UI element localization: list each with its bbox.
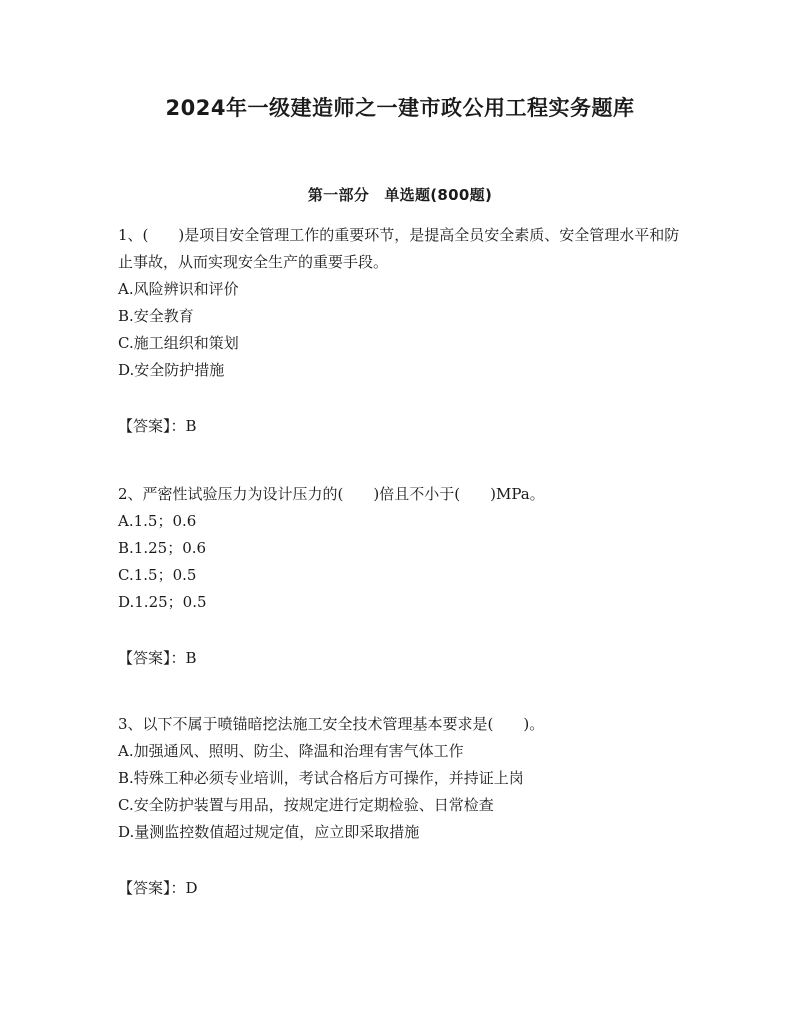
option-list: [118, 738, 688, 846]
document-title: 2024年一级建造师之一建市政公用工程实务题库: [165, 96, 635, 120]
question-1: [118, 222, 688, 384]
question-stem: 2、严密性试验压力为设计压力的( )倍且不小于( )MPa。: [118, 485, 545, 503]
option-c: C.安全防护装置与用品，按规定进行定期检验、日常检查: [118, 796, 494, 814]
option-b: B.安全教育: [118, 307, 194, 325]
question-stem: 1、( )是项目安全管理工作的重要环节，是提高全员安全素质、安全管理水平和防止事故，从而实现安全生产的重要手段。: [118, 226, 680, 271]
answer-2: 【答案】：B: [118, 649, 197, 667]
option-a: A.风险辨识和评价: [118, 280, 239, 298]
option-b: B.特殊工种必须专业培训，考试合格后方可操作，并持证上岗: [118, 769, 524, 787]
question-2: [118, 481, 688, 616]
option-d: D.量测监控数值超过规定值，应立即采取措施: [118, 823, 420, 841]
option-a: A.加强通风、照明、防尘、降温和治理有害气体工作: [118, 742, 464, 760]
answer-3: 【答案】：D: [118, 879, 198, 897]
question-stem: 3、以下不属于喷锚暗挖法施工安全技术管理基本要求是( )。: [118, 715, 545, 733]
option-d: D.安全防护措施: [118, 361, 225, 379]
option-list: [118, 276, 688, 384]
option-c: C.1.5；0.5: [118, 566, 197, 584]
option-c: C.施工组织和策划: [118, 334, 239, 352]
section-title: 第一部分 单选题(800题): [307, 186, 493, 204]
answer-1: 【答案】：B: [118, 417, 197, 435]
option-a: A.1.5；0.6: [118, 512, 197, 530]
option-d: D.1.25；0.5: [118, 593, 207, 611]
option-list: [118, 508, 688, 616]
question-3: [118, 711, 688, 846]
option-b: B.1.25；0.6: [118, 539, 207, 557]
